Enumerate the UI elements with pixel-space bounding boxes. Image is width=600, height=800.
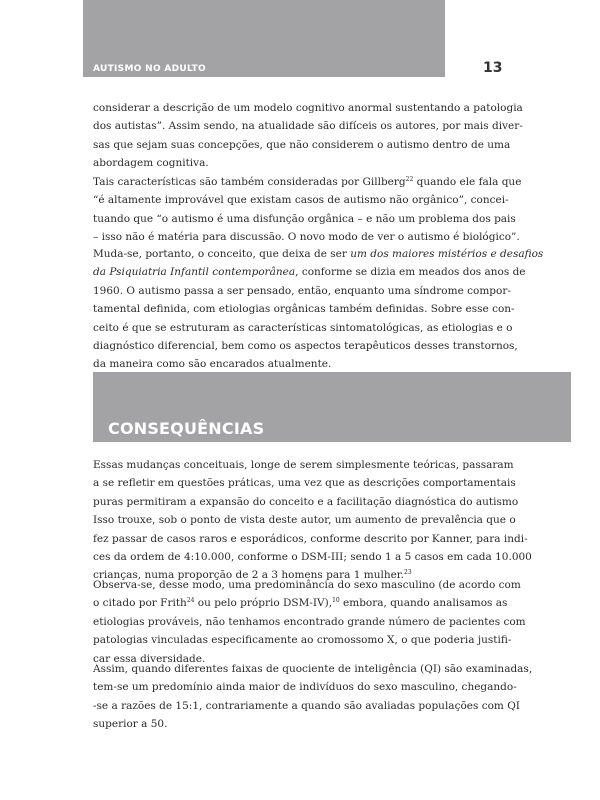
- text-line: fez passar de casos raros e esporádicos, conforme descrito por Kanner, para indi-: [93, 532, 528, 545]
- paragraph-3: [93, 245, 544, 374]
- text-line: [93, 263, 526, 281]
- text-line: [93, 173, 522, 191]
- text-line: “é altamente improvável que existam casos de autismo não orgânico”, concei-: [93, 194, 509, 207]
- text-line: car essa diversidade.: [93, 652, 206, 665]
- paragraph-2: [93, 173, 522, 247]
- italic-phrase: um dos maiores mistérios e desafios: [350, 248, 544, 260]
- text-line: Isso trouxe, sob o ponto de vista deste autor, um aumento de prevalência que o: [93, 514, 516, 527]
- text-line: tem-se um predomínio ainda maior de indivíduos do sexo masculino, chegando-: [93, 681, 517, 694]
- footnote-ref-24: 24: [186, 597, 195, 605]
- text-line: dos autistas”. Assim sendo, na atualidade são difíceis os autores, por mais diver-: [93, 120, 523, 133]
- text-segment: quando ele fala que: [413, 176, 522, 188]
- text-line: da maneira como são encarados atualmente.: [93, 358, 332, 371]
- text-line: -se a razões de 15:1, contrariamente a quando são avaliadas populações com QI: [93, 699, 520, 712]
- text-line: patologias vinculadas especificamente ao cromossomo X, o que poderia justifi-: [93, 634, 512, 647]
- paragraph-1: [93, 99, 523, 173]
- text-line: [93, 594, 508, 612]
- text-line: 1960. O autismo passa a ser pensado, então, enquanto uma síndrome compor-: [93, 284, 511, 297]
- italic-phrase: da Psiquiatria Infantil contemporânea: [93, 266, 296, 279]
- text-segment: ou pelo próprio DSM-IV),: [194, 597, 333, 610]
- text-line: a se refletir em questões práticas, uma vez que as descrições comportamentais: [93, 477, 516, 490]
- text-segment: Muda-se, portanto, o conceito, que deixa de ser: [93, 248, 351, 260]
- running-head: AUTISMO NO ADULTO: [93, 64, 206, 74]
- text-line: abordagem cognitiva.: [93, 157, 209, 170]
- text-line: considerar a descrição de um modelo cognitivo anormal sustentando a patologia: [93, 102, 523, 114]
- text-line: etiologias prováveis, não tenhamos encontrado grande número de pacientes com: [93, 615, 526, 628]
- text-line: tuando que “o autismo é uma disfunção orgânica – e não um problema dos pais: [93, 212, 516, 225]
- text-line: sas que sejam suas concepções, que não considerem o autismo dentro de uma: [93, 138, 511, 151]
- text-segment: embora, quando analisamos as: [339, 597, 508, 610]
- text-line: diagnóstico diferencial, bem como os aspectos terapêuticos desses transtornos,: [93, 340, 518, 353]
- text-segment: Tais características são também consideradas por Gillberg: [93, 176, 406, 188]
- text-line: Assim, quando diferentes faixas de quociente de inteligência (QI) são examinadas,: [93, 663, 533, 675]
- text-line: [93, 245, 544, 263]
- text-line: ceito é que se estruturam as características sintomatológicas, as etiologias e o: [93, 321, 513, 334]
- text-line: tamental definida, com etiologias orgânicas também definidas. Sobre esse con-: [93, 303, 515, 316]
- text-line: superior a 50.: [93, 718, 168, 731]
- section-title: CONSEQUÊNCIAS: [108, 419, 265, 438]
- page-number: 13: [483, 60, 503, 76]
- text-line: puras permitiram a expansão do conceito e a facilitação diagnóstica do autismo: [93, 495, 519, 508]
- text-line: Essas mudanças conceituais, longe de serem simplesmente teóricas, passaram: [93, 459, 514, 471]
- text-segment: , conforme se dizia em meados dos anos de: [295, 266, 526, 279]
- text-line: – isso não é matéria para discussão. O novo modo de ver o autismo é biológico”.: [93, 231, 520, 244]
- paragraph-6: [93, 660, 533, 734]
- footnote-ref-10: 10: [332, 597, 340, 605]
- footnote-ref-23: 23: [404, 569, 412, 577]
- footnote-ref-22: 22: [405, 176, 414, 183]
- paragraph-5: [93, 576, 526, 668]
- text-segment: crianças, numa proporção de 2 a 3 homens para 1 mulher.: [93, 569, 405, 582]
- text-line: ces da ordem de 4:10.000, conforme o DSM-III; sendo 1 a 5 casos em cada 10.000: [93, 551, 532, 564]
- text-line: Observa-se, desse modo, uma predominância do sexo masculino (de acordo com: [93, 579, 521, 591]
- text-segment: o citado por Frith: [93, 597, 187, 610]
